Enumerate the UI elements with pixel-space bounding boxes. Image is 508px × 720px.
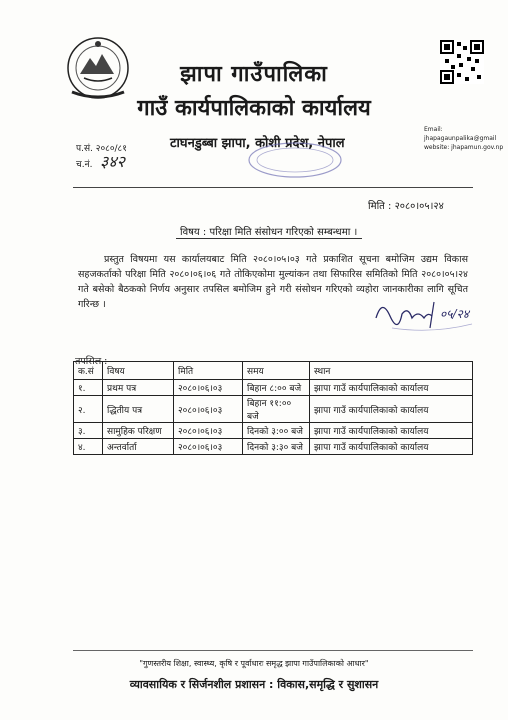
table-cell: झापा गाउँ कार्यपालिकाको कार्यालय: [310, 396, 473, 423]
reference-number: प.सं. २०८०/८१: [76, 144, 127, 154]
footer-divider: [73, 650, 473, 651]
table-cell: बिहान ८:०० बजे: [243, 380, 310, 396]
table-cell: १.: [74, 380, 103, 396]
dispatch-number-label: च.नं.: [76, 160, 93, 170]
office-title: झापा गाउँपालिका: [180, 62, 328, 87]
table-cell: २०८०।०६।०३: [174, 439, 243, 455]
table-cell: झापा गाउँ कार्यपालिकाको कार्यालय: [310, 439, 473, 455]
table-cell: दिनको ३:३० बजे: [243, 439, 310, 455]
header-cell: क.सं: [74, 362, 103, 380]
footer-slogan: व्यावसायिक र सिर्जनशील प्रशासन : विकास,समृद्धि र सुशासन: [129, 678, 379, 691]
website-text: website: jhapamun.gov.np: [424, 144, 504, 151]
table-row: [74, 396, 473, 423]
schedule-label: तपसिल :: [75, 356, 108, 367]
dispatch-number-handwritten: ३४२: [100, 152, 125, 171]
office-subtitle: गाउँ कार्यपालिकाको कार्यालय: [137, 96, 371, 121]
table-row: [74, 423, 473, 439]
contact-info: [424, 125, 508, 152]
header-divider: [73, 187, 473, 188]
table-row: [74, 380, 473, 396]
letter-body: प्रस्तुत विषयमा यस कार्यालयबाट मिति २०८०।०५।०३ गते प्रकाशित सूचना बमोजिम उद्यम विकास सहजकर्ताको परिक्षा मिति २०८०।०६।०६ गते तोकिएकोमा मुल्यांकन तथा सिफारिस समितिको मिति २०८०।०५।२४ गते बसेको बैठकको निर्णय अनुसार तपसिल बमोजिम हुने गरी संसोधन गरिएको व्यहोरा जानकारीका लागि सूचित गरिन्छ ।: [78, 254, 468, 310]
letter-date: मिति : २०८०।०५।२४: [368, 201, 444, 212]
table-cell: ३.: [74, 423, 103, 439]
table-cell: प्रथम पत्र: [103, 380, 174, 396]
table-row: [74, 439, 473, 455]
header-cell: विषय: [103, 362, 174, 380]
table-cell: झापा गाउँ कार्यपालिकाको कार्यालय: [310, 380, 473, 396]
table-cell: २०८०।०६।०३: [174, 380, 243, 396]
table-cell: दिनको ३:०० बजे: [243, 423, 310, 439]
exam-schedule-table: [73, 361, 473, 455]
table-cell: द्धितीय पत्र: [103, 396, 174, 423]
header-cell: स्थान: [310, 362, 473, 380]
table-cell: अन्तर्वार्ता: [103, 439, 174, 455]
table-cell: २.: [74, 396, 103, 423]
signature-date: ०५/२४: [440, 307, 470, 321]
table-cell: २०८०।०६।०३: [174, 396, 243, 423]
email-text: Email: jhapagaunpalika@gmail: [424, 126, 497, 142]
office-address: टाघनडुब्बा झापा, कोशी प्रदेश, नेपाल: [170, 136, 345, 151]
table-cell: सामुहिक परिक्षण: [103, 423, 174, 439]
table-cell: ४.: [74, 439, 103, 455]
signature-icon: [372, 288, 482, 338]
table-cell: बिहान ११:०० बजे: [243, 396, 310, 423]
header-cell: मिति: [174, 362, 243, 380]
table-cell: २०८०।०६।०३: [174, 423, 243, 439]
letter-subject: विषय : परिक्षा मिति संसोधन गरिएको सम्बन्धमा ।: [180, 227, 358, 238]
footer-motto: "गुणस्तरीय शिक्षा, स्वास्थ्य, कृषि र पूर्वाधारः समृद्ध झापा गाउँपालिकाको आधार": [139, 659, 369, 668]
header-cell: समय: [243, 362, 310, 380]
office-stamp-icon: [245, 140, 345, 180]
table-header-row: [74, 362, 473, 380]
table-cell: झापा गाउँ कार्यपालिकाको कार्यालय: [310, 423, 473, 439]
subject-underline: [176, 238, 362, 239]
